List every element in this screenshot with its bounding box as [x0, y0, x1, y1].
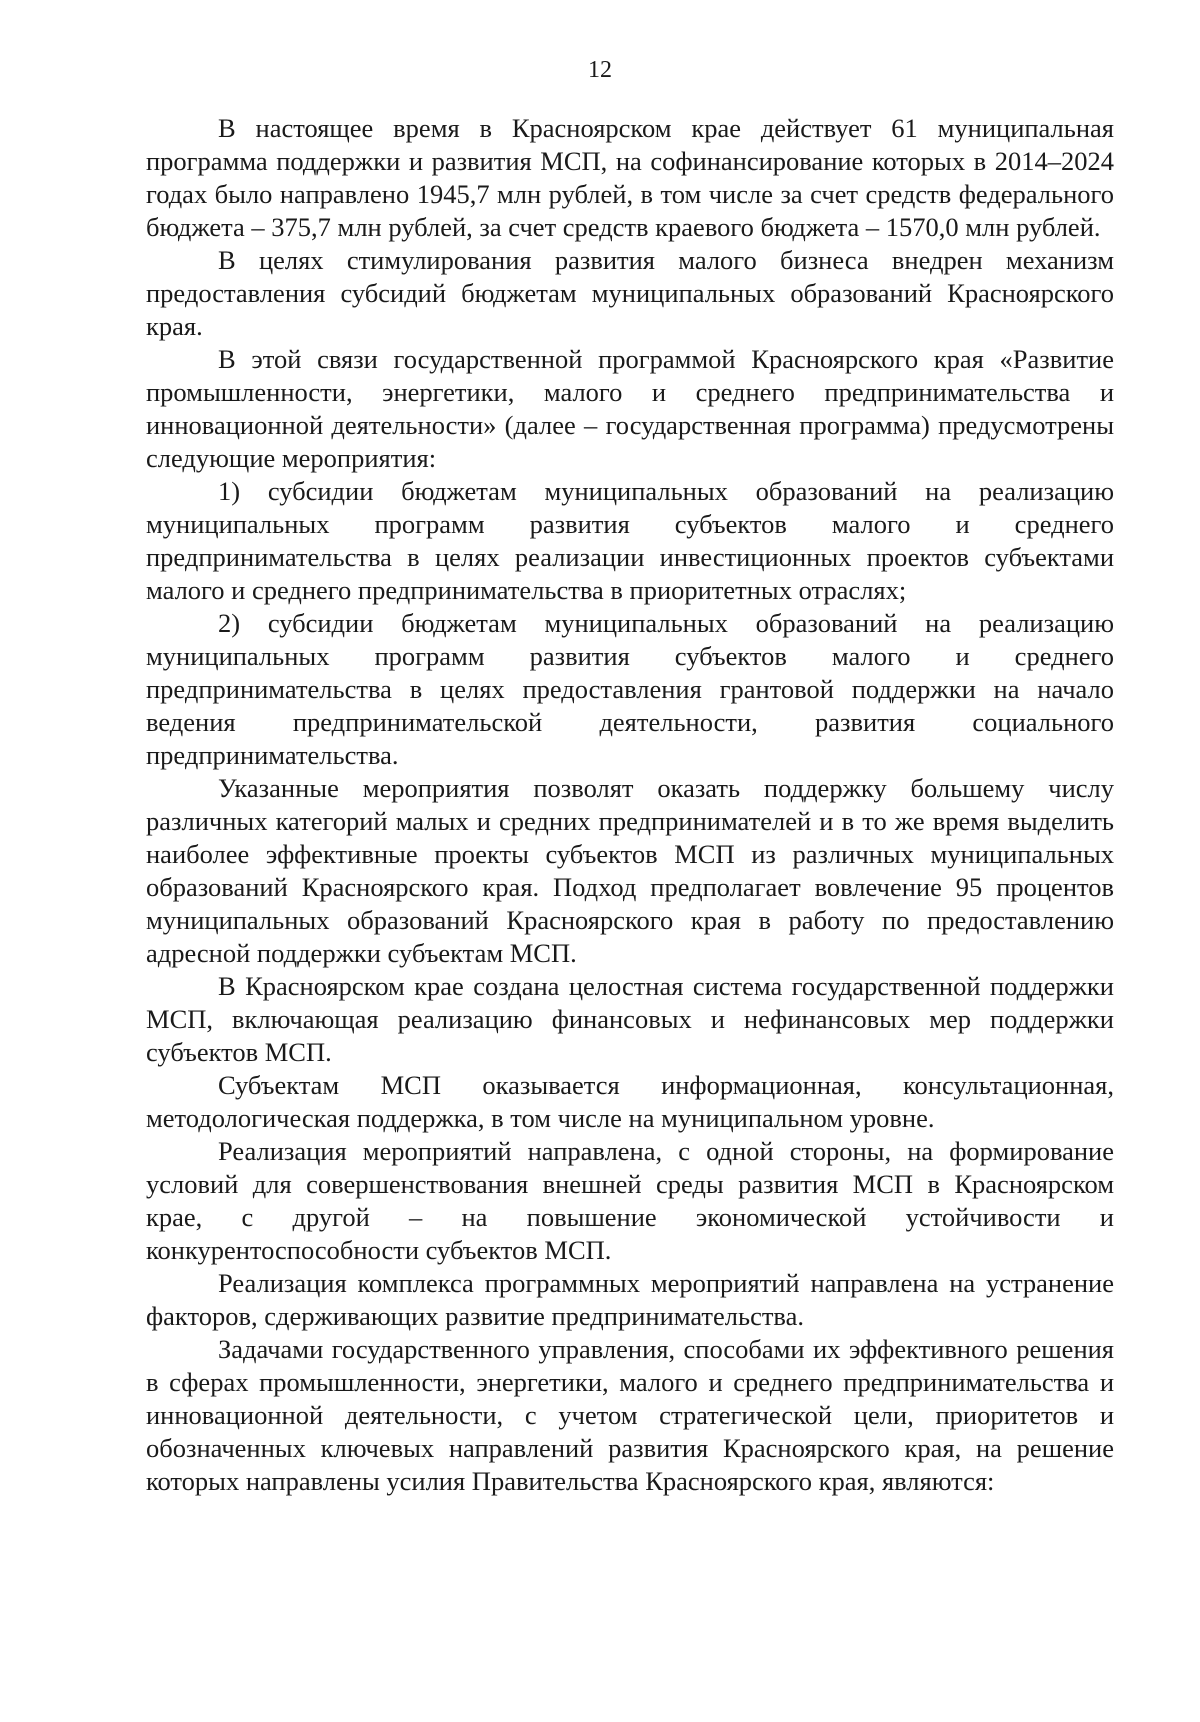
page-number: 12 [588, 57, 612, 83]
paragraph: Задачами государственного управления, способами их эффективного решения в сферах промышленности, энергетики, малого и среднего предпринимательства и инновационной деятельности, с учетом стратегической цели, приоритетов и обозначенных ключевых направлений развития Красноярского края, на решение которых направлены усилия Правительства Красноярского края, являются: [146, 1334, 1114, 1496]
paragraph: Указанные мероприятия позволят оказать поддержку большему числу различных категорий малых и средних предпринимателей и в то же время выделить наиболее эффективные проекты субъектов МСП из различных муниципальных образований Красноярского края. Подход предполагает вовлечение 95 процентов муниципальных образований Красноярского края в работу по предоставлению адресной поддержки субъектам МСП. [146, 773, 1114, 968]
paragraph: В Красноярском крае создана целостная система государственной поддержки МСП, включающая реализацию финансовых и нефинансовых мер поддержки субъектов МСП. [146, 971, 1114, 1067]
paragraph: В настоящее время в Красноярском крае действует 61 муниципальная программа поддержки и развития МСП, на софинансирование которых в 2014–2024 годах было направлено 1945,7 млн рублей, в том числе за счет средств федерального бюджета – 375,7 млн рублей, за счет средств краевого бюджета – 1570,0 млн рублей. [146, 113, 1114, 242]
list-item-1: 1) субсидии бюджетам муниципальных образований на реализацию муниципальных программ развития субъектов малого и среднего предпринимательства в целях реализации инвестиционных проектов субъектами малого и среднего предпринимательства в приоритетных отраслях; [146, 476, 1114, 605]
list-item-2: 2) субсидии бюджетам муниципальных образований на реализацию муниципальных программ развития субъектов малого и среднего предпринимательства в целях предоставления грантовой поддержки на начало ведения предпринимательской деятельности, развития социального предпринимательства. [146, 608, 1114, 770]
paragraph: Субъектам МСП оказывается информационная, консультационная, методологическая поддержка, в том числе на муниципальном уровне. [146, 1070, 1114, 1133]
document-body [146, 112, 1114, 1498]
paragraph: В целях стимулирования развития малого бизнеса внедрен механизм предоставления субсидий бюджетам муниципальных образований Красноярского края. [146, 245, 1114, 341]
paragraph: Реализация мероприятий направлена, с одной стороны, на формирование условий для совершенствования внешней среды развития МСП в Красноярском крае, с другой – на повышение экономической устойчивости и конкурентоспособности субъектов МСП. [146, 1136, 1114, 1265]
paragraph: В этой связи государственной программой Красноярского края «Развитие промышленности, энергетики, малого и среднего предпринимательства и инновационной деятельности» (далее – государственная программа) предусмотрены следующие мероприятия: [146, 344, 1114, 473]
paragraph: Реализация комплекса программных мероприятий направлена на устранение факторов, сдерживающих развитие предпринимательства. [146, 1268, 1114, 1331]
